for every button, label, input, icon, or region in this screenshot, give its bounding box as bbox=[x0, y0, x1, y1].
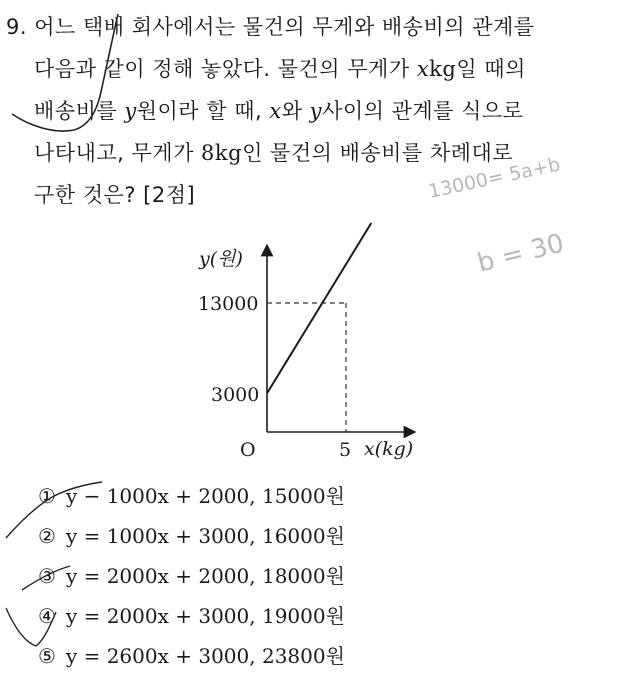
y-axis-label: y(원) bbox=[199, 248, 243, 270]
origin-label: O bbox=[240, 439, 256, 461]
y-tick-label: 13000 bbox=[198, 293, 259, 315]
choice-5[interactable]: ⑤ y = 2600x + 3000, 23800원 bbox=[38, 644, 345, 668]
x-tick-label: 5 bbox=[339, 439, 352, 461]
pencil-note-2: b = 30 bbox=[474, 228, 567, 279]
choice-3[interactable]: ③ y = 2000x + 2000, 18000원 bbox=[38, 564, 345, 588]
x-axis-label: x(kg) bbox=[364, 438, 414, 460]
question-line-2: 다음과 같이 정해 놓았다. 물건의 무게가 xkg일 때의 bbox=[34, 57, 526, 81]
question-number: 9. bbox=[6, 15, 28, 39]
choice-2[interactable]: ② y = 1000x + 3000, 16000원 bbox=[38, 524, 345, 548]
question-line-5: 구한 것은? [2점] bbox=[34, 183, 196, 207]
pencil-note-1: 13000= 5a+b bbox=[426, 153, 563, 203]
question-line-3: 배송비를 y원이라 할 때, x와 y사이의 관계를 식으로 bbox=[34, 99, 524, 123]
y-tick-label: 3000 bbox=[211, 384, 260, 406]
choice-4[interactable]: ④ y = 2000x + 3000, 19000원 bbox=[38, 604, 345, 628]
question-line-1: 9. 어느 택배 회사에서는 물건의 무게와 배송비의 관계를 bbox=[6, 15, 535, 39]
data-line bbox=[267, 223, 371, 393]
question-text bbox=[6, 6, 632, 216]
question-line-4: 나타내고, 무게가 8kg인 물건의 배송비를 차례대로 bbox=[34, 141, 514, 165]
choice-1[interactable]: ① y − 1000x + 2000, 15000원 bbox=[38, 484, 345, 508]
